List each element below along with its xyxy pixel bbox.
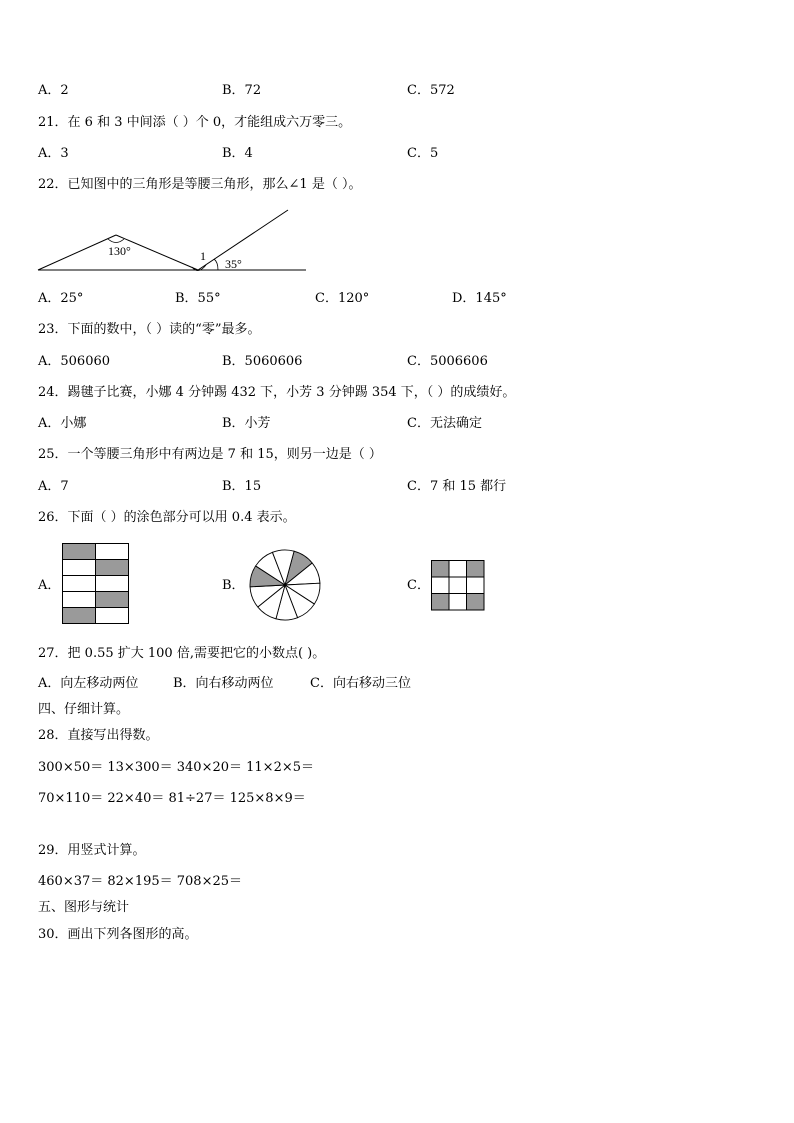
q26-figure-a-cell — [96, 576, 129, 592]
q27-stem: 27．把 0.55 扩大 100 倍,需要把它的小数点( )。 — [38, 646, 326, 661]
section-5-heading: 五、图形与统计 — [38, 900, 130, 915]
q23-option-b: B．5060606 — [222, 354, 303, 369]
q26-figure-c-cell — [432, 594, 450, 611]
q29-stem: 29．用竖式计算。 — [38, 843, 146, 858]
q28-stem: 28．直接写出得数。 — [38, 728, 159, 743]
q26-figure-c-cell — [432, 561, 450, 578]
q24-stem: 24．踢毽子比赛，小娜 4 分钟踢 432 下，小芳 3 分钟踢 354 下，（ ）的成绩好。 — [38, 385, 516, 400]
q24-option-a: A．小娜 — [38, 416, 87, 431]
q26-figure-b-circle — [248, 548, 322, 622]
q26-figure-a-cell — [63, 608, 96, 624]
q22-ray — [198, 210, 288, 270]
q25-option-a: A．7 — [38, 479, 69, 494]
q25-option-c: C．7 和 15 都行 — [407, 479, 507, 494]
q27-option-c: C．向右移动三位 — [310, 676, 411, 691]
q26-option-a: A． — [38, 578, 61, 593]
q22-stem: 22．已知图中的三角形是等腰三角形，那么∠1 是（ ）。 — [38, 177, 362, 192]
q24-option-b: B．小芳 — [222, 416, 271, 431]
q22-35-arc — [214, 259, 218, 270]
q26-figure-a-cell — [96, 544, 129, 560]
q26-figure-a-cell — [96, 592, 129, 608]
q23-option-a: A．506060 — [38, 354, 111, 369]
q30-stem: 30．画出下列各图形的高。 — [38, 927, 198, 942]
q27-option-b: B．向右移动两位 — [173, 676, 274, 691]
q29-row-1: 460×37＝ 82×195＝ 708×25＝ — [38, 874, 243, 889]
q28-row-2: 70×110＝ 22×40＝ 81÷27＝ 125×8×9＝ — [38, 791, 306, 806]
q26-stem: 26．下面（ ）的涂色部分可以用 0.4 表示。 — [38, 510, 296, 525]
q25-stem: 25．一个等腰三角形中有两边是 7 和 15，则另一边是（ ） — [38, 447, 382, 462]
q22-side-angle-label: 35° — [225, 257, 242, 271]
q26-option-b: B． — [222, 578, 245, 593]
q22-option-d: D．145° — [452, 291, 507, 306]
q26-figure-c-cell — [467, 561, 485, 578]
section-4-heading: 四、仔细计算。 — [38, 702, 130, 717]
q26-figure-c-cell — [449, 561, 467, 578]
q26-figure-a-cell — [96, 608, 129, 624]
q26-figure-c-cell — [432, 577, 450, 594]
q23-option-c: C．5006606 — [407, 354, 488, 369]
q25-option-b: B．15 — [222, 479, 262, 494]
q21-stem: 21．在 6 和 3 中间添（ ）个 0，才能组成六万零三。 — [38, 115, 352, 130]
q22-triangle-figure — [34, 205, 314, 277]
q26-figure-a-cell — [63, 544, 96, 560]
q21-option-c: C．5 — [407, 146, 439, 161]
q26-figure-a-cell — [63, 592, 96, 608]
q26-figure-c-cell — [449, 594, 467, 611]
q26-option-c: C． — [407, 578, 430, 593]
q21-option-a: A．3 — [38, 146, 69, 161]
q26-figure-c-cell — [467, 577, 485, 594]
q23-stem: 23．下面的数中，（ ）读的“零”最多。 — [38, 322, 261, 337]
q26-figure-c-cell — [467, 594, 485, 611]
q26-figure-c-cell — [449, 577, 467, 594]
q26-figure-a-cell — [63, 576, 96, 592]
q26-figure-a-cell — [63, 560, 96, 576]
q22-apex-arc — [108, 239, 124, 243]
q20-option-c: C．572 — [407, 83, 455, 98]
q20-option-a: A．2 — [38, 83, 69, 98]
q28-row-1: 300×50＝ 13×300＝ 340×20＝ 11×2×5＝ — [38, 760, 315, 775]
q27-option-a: A．向左移动两位 — [38, 676, 139, 691]
q22-option-c: C．120° — [315, 291, 370, 306]
q20-option-b: B．72 — [222, 83, 262, 98]
q24-option-c: C．无法确定 — [407, 416, 482, 431]
q26-figure-a-cell — [96, 560, 129, 576]
q21-option-b: B．4 — [222, 146, 253, 161]
q22-option-a: A．25° — [38, 291, 84, 306]
q22-option-b: B．55° — [175, 291, 221, 306]
q22-apex-angle-label: 130° — [108, 244, 131, 258]
q26-figure-a-grid — [62, 543, 129, 625]
q22-triangle-left-side — [38, 235, 116, 270]
q26-figure-c-grid — [431, 560, 485, 611]
q22-angle1-label: 1 — [200, 249, 206, 263]
